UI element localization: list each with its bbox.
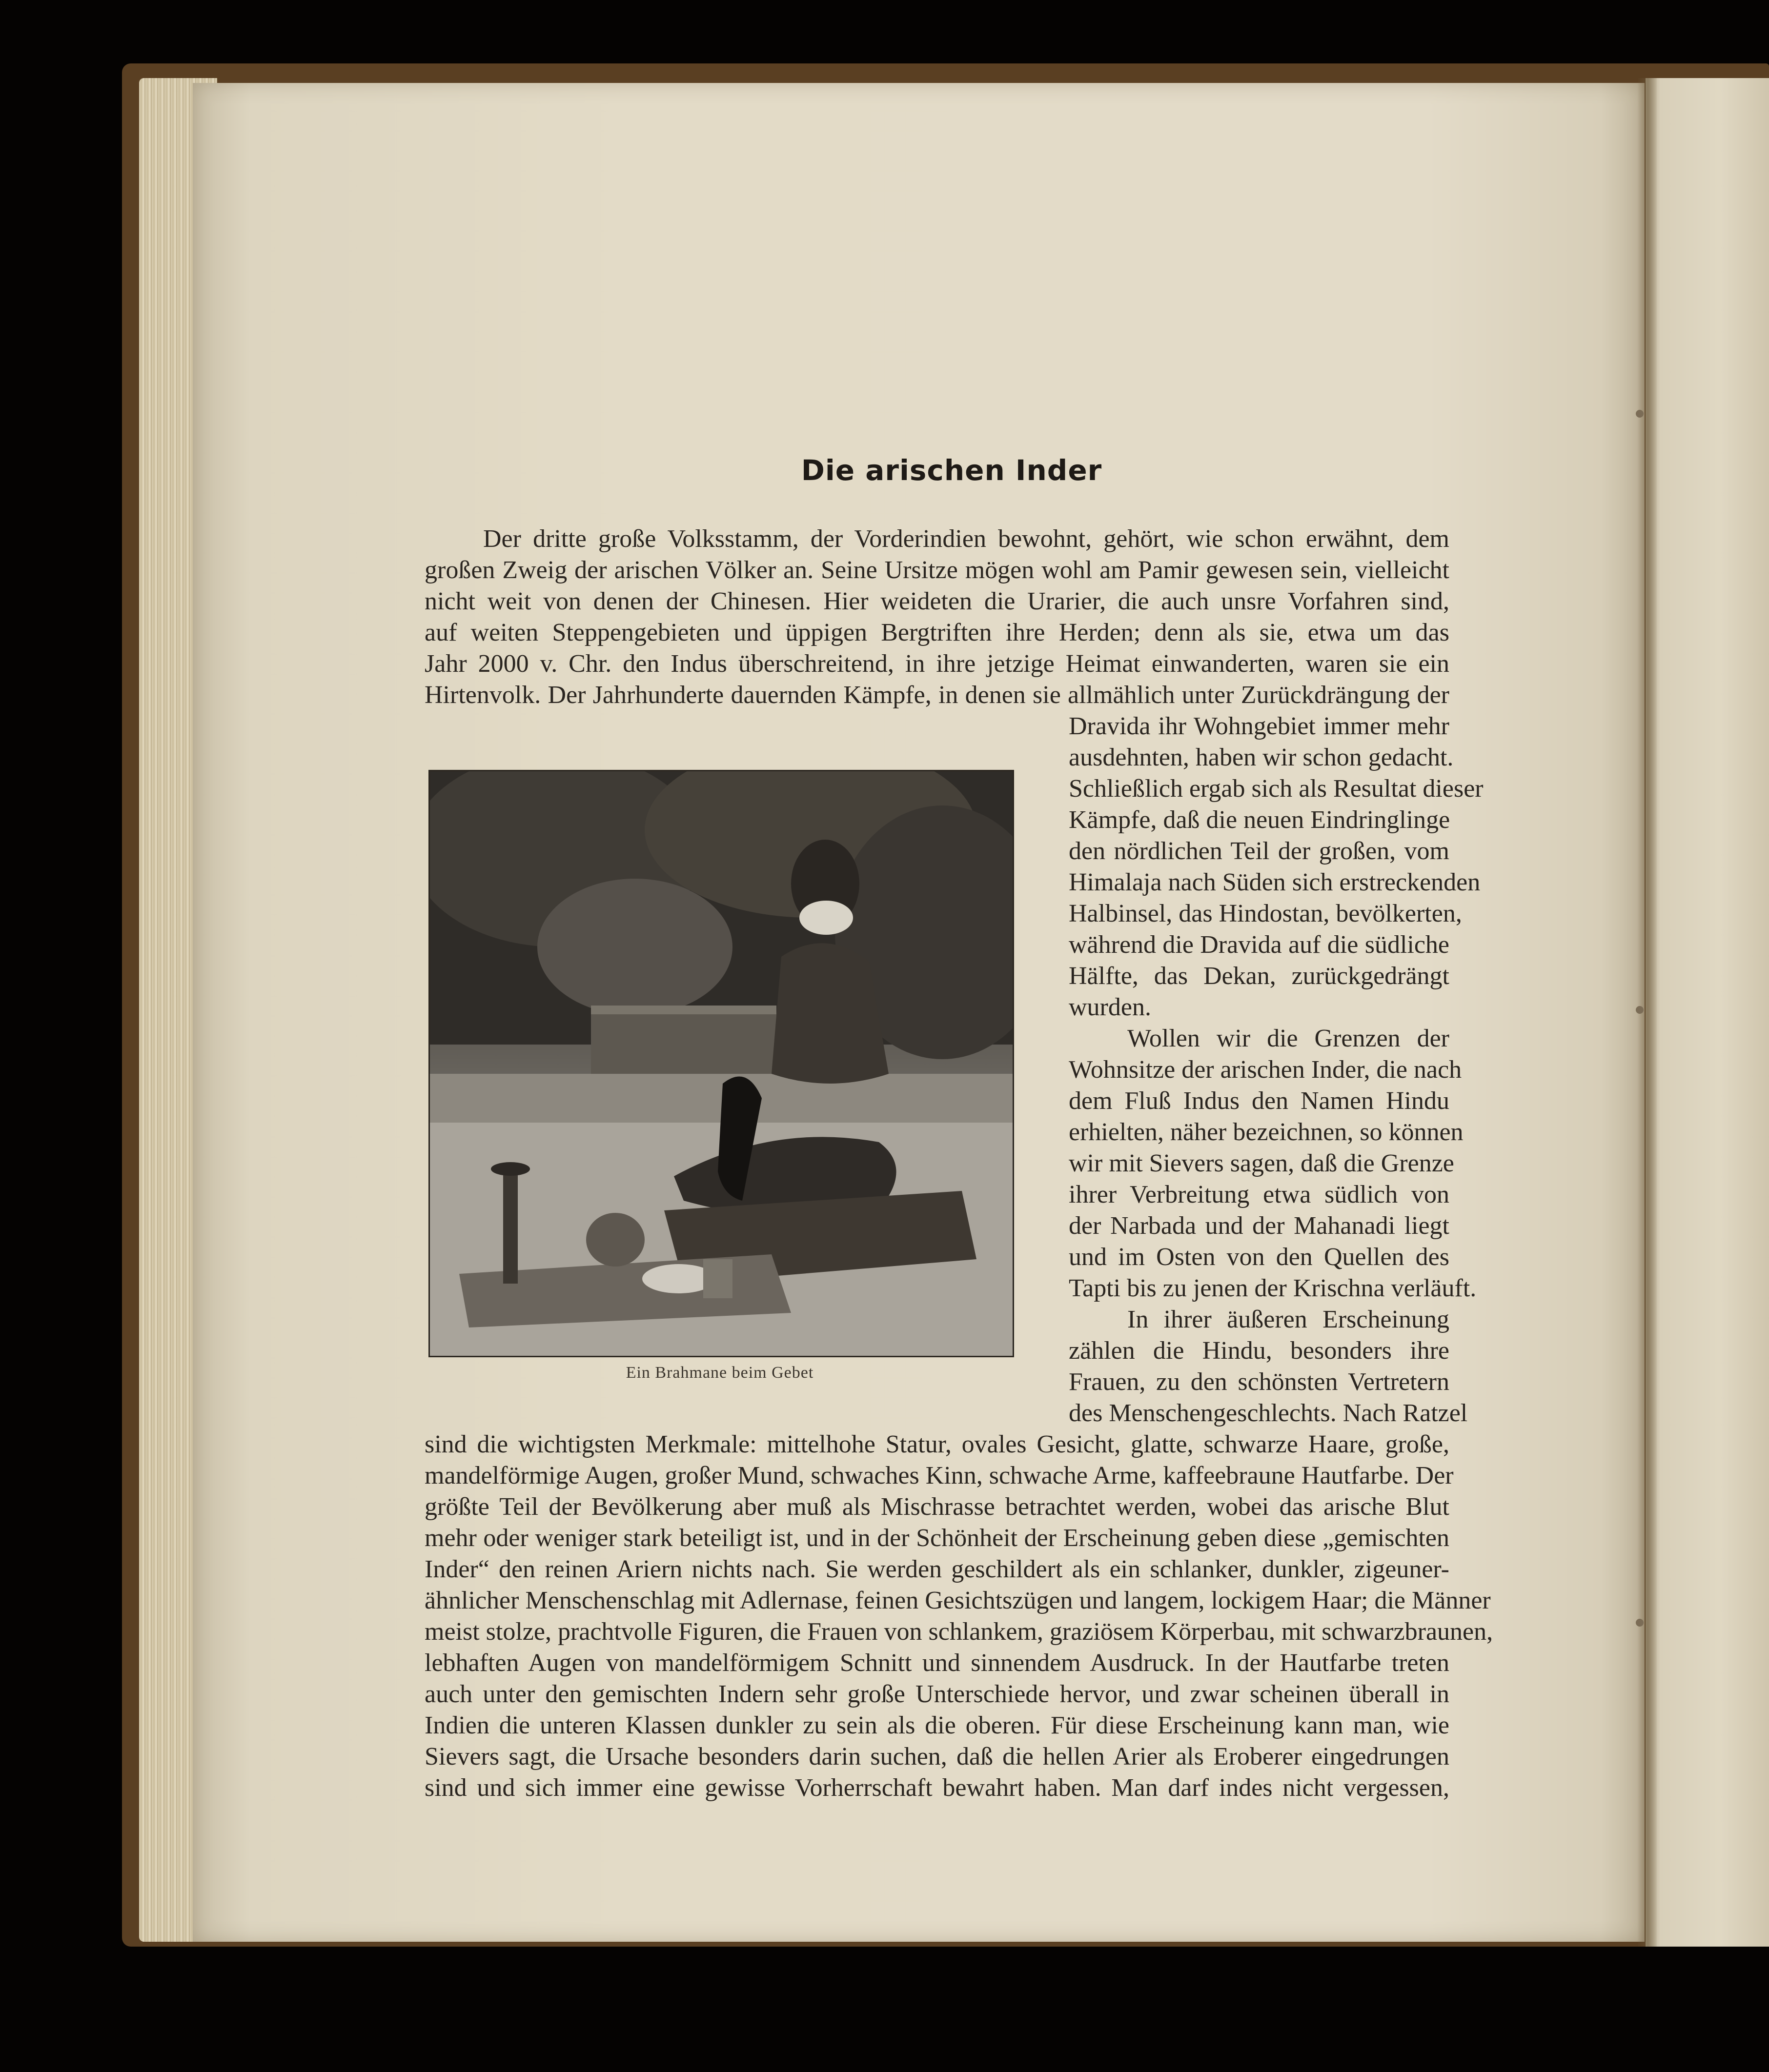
figure-caption: Ein Brahmane beim Gebet xyxy=(626,1364,814,1382)
figure-photo-brahmin-praying xyxy=(428,770,1014,1357)
text-line: mehr oder weniger stark beteiligt ist, und in der Schönheit der Erscheinung geben diese „gemischten xyxy=(425,1524,1449,1552)
text-line: Hirtenvolk. Der Jahrhunderte dauernden Kämpfe, in denen sie allmählich unter Zurückdrängung der xyxy=(425,681,1449,709)
text-line: Sievers sagt, die Ursache besonders darin suchen, daß die hellen Arier als Eroberer eingedrungen xyxy=(425,1743,1449,1770)
text-line: ähnlicher Menschenschlag mit Adlernase, feinen Gesichtszügen und langem, lockigem Haar; die Männer xyxy=(425,1587,1491,1614)
text-line: des Menschengeschlechts. Nach Ratzel xyxy=(1069,1399,1468,1427)
text-line: erhielten, näher bezeichnen, so können xyxy=(1069,1118,1464,1146)
text-line: In ihrer äußeren Erscheinung xyxy=(1127,1306,1449,1333)
text-line: Der dritte große Volksstamm, der Vorderindien bewohnt, gehört, wie schon erwähnt, dem xyxy=(483,525,1449,553)
text-line: und im Osten von den Quellen des xyxy=(1069,1243,1449,1271)
text-line: Halbinsel, das Hindostan, bevölkerten, xyxy=(1069,900,1462,927)
text-line: Frauen, zu den schönsten Vertretern xyxy=(1069,1368,1449,1396)
text-line: Jahr 2000 v. Chr. den Indus überschreitend, in ihre jetzige Heimat einwanderten, waren sie ein xyxy=(425,650,1449,678)
text-line: Wohnsitze der arischen Inder, die nach xyxy=(1069,1056,1462,1084)
text-line: dem Fluß Indus den Namen Hindu xyxy=(1069,1087,1449,1115)
next-page-edge xyxy=(1646,78,1769,1947)
text-line: wir mit Sievers sagen, daß die Grenze xyxy=(1069,1149,1454,1177)
text-line: Wollen wir die Grenzen der xyxy=(1127,1025,1449,1052)
text-line: Inder“ den reinen Ariern nichts nach. Sie werden geschildert als ein schlanker, dunkler, zigeuner- xyxy=(425,1555,1449,1583)
text-line: mandelförmige Augen, großer Mund, schwaches Kinn, schwache Arme, kaffeebraune Hautfarbe. Der xyxy=(425,1462,1454,1489)
text-line: Kämpfe, daß die neuen Eindringlinge xyxy=(1069,806,1450,834)
text-line: großen Zweig der arischen Völker an. Seine Ursitze mögen wohl am Pamir gewesen sein, vielleicht xyxy=(425,556,1449,584)
binding-hole xyxy=(1636,1619,1644,1627)
text-line: ihrer Verbreitung etwa südlich von xyxy=(1069,1181,1449,1208)
text-line: Hälfte, das Dekan, zurückgedrängt xyxy=(1069,962,1449,990)
binding-hole xyxy=(1636,1006,1644,1014)
page-title: Die arischen Inder xyxy=(801,454,1102,487)
text-line: auf weiten Steppengebieten und üppigen Bergtriften ihre Herden; denn als sie, etwa um das xyxy=(425,619,1449,646)
text-line: der Narbada und der Mahanadi liegt xyxy=(1069,1212,1449,1240)
text-line: meist stolze, prachtvolle Figuren, die Frauen von schlankem, graziösem Körperbau, mit schwarzbraunen, xyxy=(425,1618,1493,1646)
text-line: ausdehnten, haben wir schon gedacht. xyxy=(1069,744,1454,771)
text-line: sind und sich immer eine gewisse Vorherrschaft bewahrt haben. Man darf indes nicht vergessen, xyxy=(425,1774,1449,1802)
text-line: den nördlichen Teil der großen, vom xyxy=(1069,837,1449,865)
text-line: Schließlich ergab sich als Resultat dieser xyxy=(1069,775,1484,803)
text-line: wurden. xyxy=(1069,993,1151,1021)
text-line: sind die wichtigsten Merkmale: mittelhohe Statur, ovales Gesicht, glatte, schwarze Haare, große, xyxy=(425,1430,1449,1458)
text-line: zählen die Hindu, besonders ihre xyxy=(1069,1337,1449,1365)
text-line: lebhaften Augen von mandelförmigem Schnitt und sinnendem Ausdruck. In der Hautfarbe treten xyxy=(425,1649,1449,1677)
text-line: Dravida ihr Wohngebiet immer mehr xyxy=(1069,712,1449,740)
text-line: auch unter den gemischten Indern sehr große Unterschiede hervor, und zwar scheinen überall in xyxy=(425,1680,1449,1708)
text-line: während die Dravida auf die südliche xyxy=(1069,931,1449,959)
text-line: nicht weit von denen der Chinesen. Hier weideten die Urarier, die auch unsre Vorfahren sind, xyxy=(425,587,1449,615)
text-line: größte Teil der Bevölkerung aber muß als Mischrasse betrachtet werden, wobei das arische Blut xyxy=(425,1493,1449,1521)
binding-hole xyxy=(1636,410,1644,418)
text-line: Himalaja nach Süden sich erstreckenden xyxy=(1069,868,1481,896)
text-line: Tapti bis zu jenen der Krischna verläuft. xyxy=(1069,1274,1477,1302)
text-line: Indien die unteren Klassen dunkler zu sein als die oberen. Für diese Erscheinung kann man, wie xyxy=(425,1711,1449,1739)
